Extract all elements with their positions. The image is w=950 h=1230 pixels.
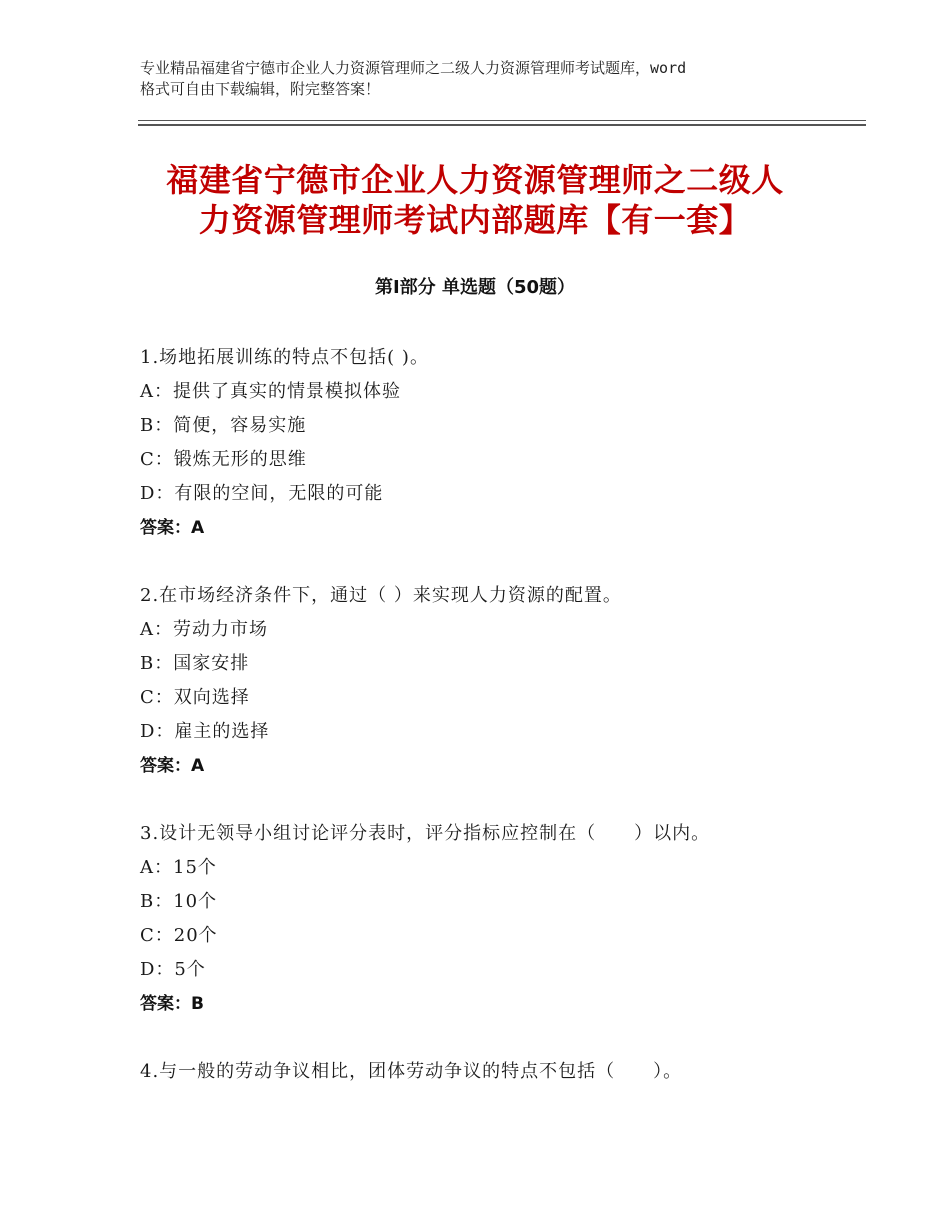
question-2	[140, 579, 840, 783]
question-3	[140, 817, 840, 1021]
document-title-line-2: 力资源管理师考试内部题库【有一套】	[198, 201, 752, 239]
option-b: B：国家安排	[140, 653, 250, 674]
question-stem: 2.在市场经济条件下，通过（ ）来实现人力资源的配置。	[140, 585, 622, 606]
option-b: B：10个	[140, 891, 218, 912]
option-c: C：双向选择	[140, 687, 250, 708]
header-divider-thin	[138, 120, 866, 121]
option-c: C：锻炼无形的思维	[140, 449, 307, 470]
option-a: A：劳动力市场	[140, 619, 268, 640]
section-title: 第Ⅰ部分 单选题（50题）	[374, 277, 575, 298]
header-note-line-2: 格式可自由下载编辑，附完整答案！	[140, 80, 381, 98]
header-note-line-1: 专业精品福建省宁德市企业人力资源管理师之二级人力资源管理师考试题库，word	[140, 59, 687, 77]
option-d: D：雇主的选择	[140, 721, 270, 742]
document-title	[120, 160, 830, 240]
option-d: D：5个	[140, 959, 206, 980]
header-note	[140, 58, 830, 100]
question-list	[140, 341, 840, 1123]
option-a: A：15个	[140, 857, 217, 878]
option-b: B：简便，容易实施	[140, 415, 307, 436]
question-stem: 4.与一般的劳动争议相比，团体劳动争议的特点不包括（ ）。	[140, 1061, 683, 1082]
option-d: D：有限的空间，无限的可能	[140, 483, 384, 504]
answer: 答案：B	[140, 994, 204, 1014]
question-stem: 1.场地拓展训练的特点不包括( )。	[140, 347, 429, 368]
answer: 答案：A	[140, 756, 205, 776]
document-title-line-1: 福建省宁德市企业人力资源管理师之二级人	[166, 161, 784, 199]
question-4	[140, 1055, 840, 1089]
answer: 答案：A	[140, 518, 205, 538]
question-stem: 3.设计无领导小组讨论评分表时，评分指标应控制在（ ）以内。	[140, 823, 711, 844]
option-a: A：提供了真实的情景模拟体验	[140, 381, 401, 402]
header-divider-thick	[138, 124, 866, 126]
question-1	[140, 341, 840, 545]
option-c: C：20个	[140, 925, 218, 946]
